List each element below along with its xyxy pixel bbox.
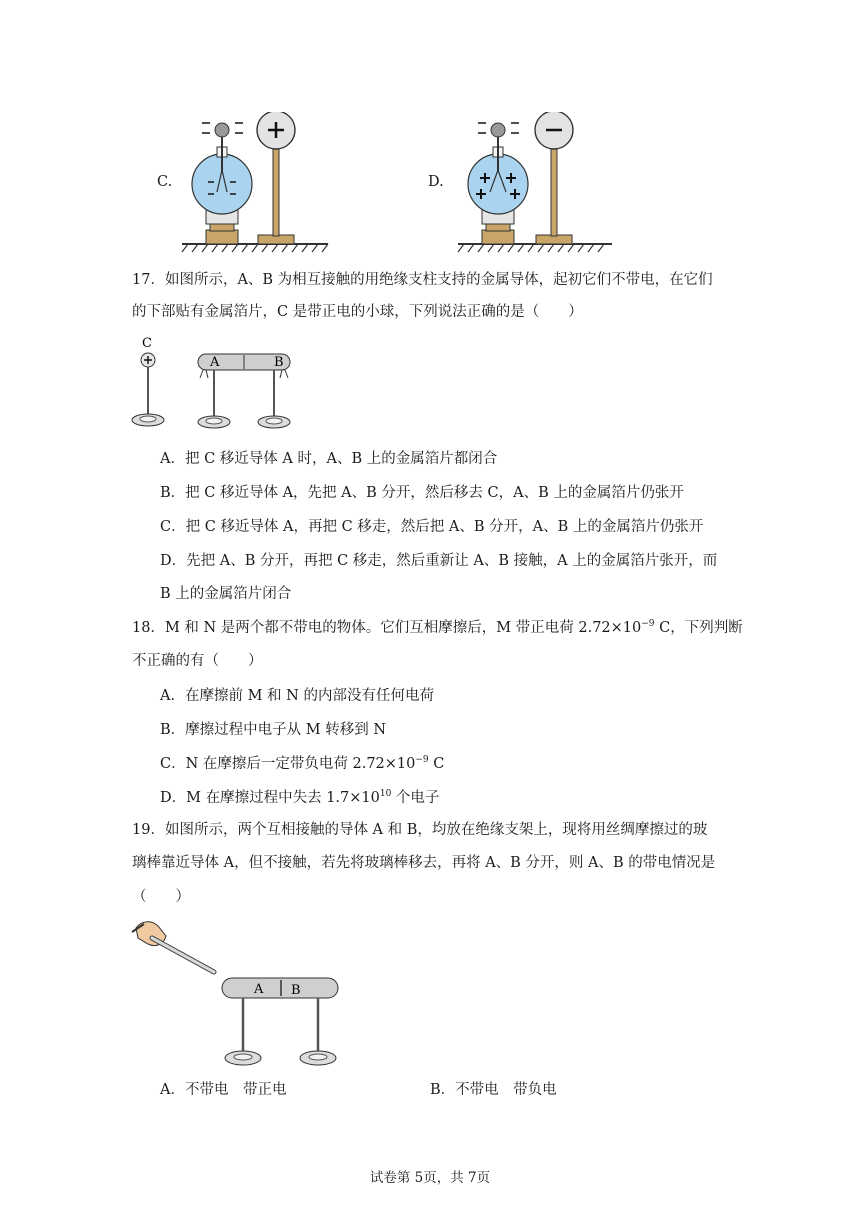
q19-option-a: A．不带电 带正电: [160, 1082, 287, 1098]
figure-label-b: B: [274, 355, 284, 370]
electroscope-figure-c: [180, 112, 330, 257]
q17-stem-line-2: 的下部贴有金属箔片，C 是带正电的小球，下列说法正确的是（ ）: [132, 304, 583, 320]
q19-stem-line-3: （ ）: [132, 889, 190, 905]
q17-option-d: D．先把 A、B 分开，再把 C 移走，然后重新让 A、B 接触，A 上的金属箔片张开，而: [160, 553, 718, 569]
page-footer: 试卷第 5页，共 7页: [369, 1170, 491, 1186]
figure-label-a: A: [254, 982, 264, 997]
q19-stem-line-1: 19．如图所示，两个互相接触的导体 A 和 B，均放在绝缘支架上，现将用丝绸摩擦过的玻: [132, 822, 708, 838]
figure-label-c: C: [142, 336, 152, 351]
q17-option-d-cont: B 上的金属箔片闭合: [160, 586, 292, 602]
figure-label-b: B: [291, 983, 301, 998]
option-d-label: D.: [428, 174, 444, 190]
q19-stem-line-2: 璃棒靠近导体 A，但不接触，若先将玻璃棒移去，再将 A、B 分开，则 A、B 的带电情况是: [132, 855, 716, 871]
q17-option-c: C．把 C 移近导体 A，再把 C 移走，然后把 A、B 分开，A、B 上的金属箔片仍张开: [160, 519, 704, 535]
q18-stem-line-1: 18．M 和 N 是两个都不带电的物体。它们互相摩擦后，M 带正电荷 $2.72\times 10^{-9}$ C，下列判断: [132, 619, 743, 636]
q19-glass-rod-figure: [128, 914, 348, 1074]
option-c-label: C.: [157, 174, 173, 190]
q19-option-b: B．不带电 带负电: [430, 1082, 557, 1098]
electroscope-figure-d: [456, 112, 614, 257]
q18-option-a: A．在摩擦前 M 和 N 的内部没有任何电荷: [160, 688, 434, 704]
q18-stem-line-2: 不正确的有（ ）: [132, 653, 263, 669]
q18-option-c: C．N 在摩擦后一定带负电荷 $2.72\times 10^{-9}$ C: [160, 755, 445, 772]
q17-stem-line-1: 17．如图所示，A、B 为相互接触的用绝缘支柱支持的金属导体，起初它们不带电，在它们: [132, 272, 713, 288]
q17-option-b: B．把 C 移近导体 A，先把 A、B 分开，然后移去 C，A、B 上的金属箔片仍张开: [160, 485, 684, 501]
q18-option-d: D．M 在摩擦过程中失去 $1.7\times 10^{10}$ 个电子: [160, 789, 440, 806]
q18-option-b: B．摩擦过程中电子从 M 转移到 N: [160, 722, 387, 738]
figure-label-a: A: [210, 355, 220, 370]
q17-option-a: A．把 C 移近导体 A 时，A、B 上的金属箔片都闭合: [160, 451, 498, 467]
q17-conductor-figure: [128, 336, 298, 436]
